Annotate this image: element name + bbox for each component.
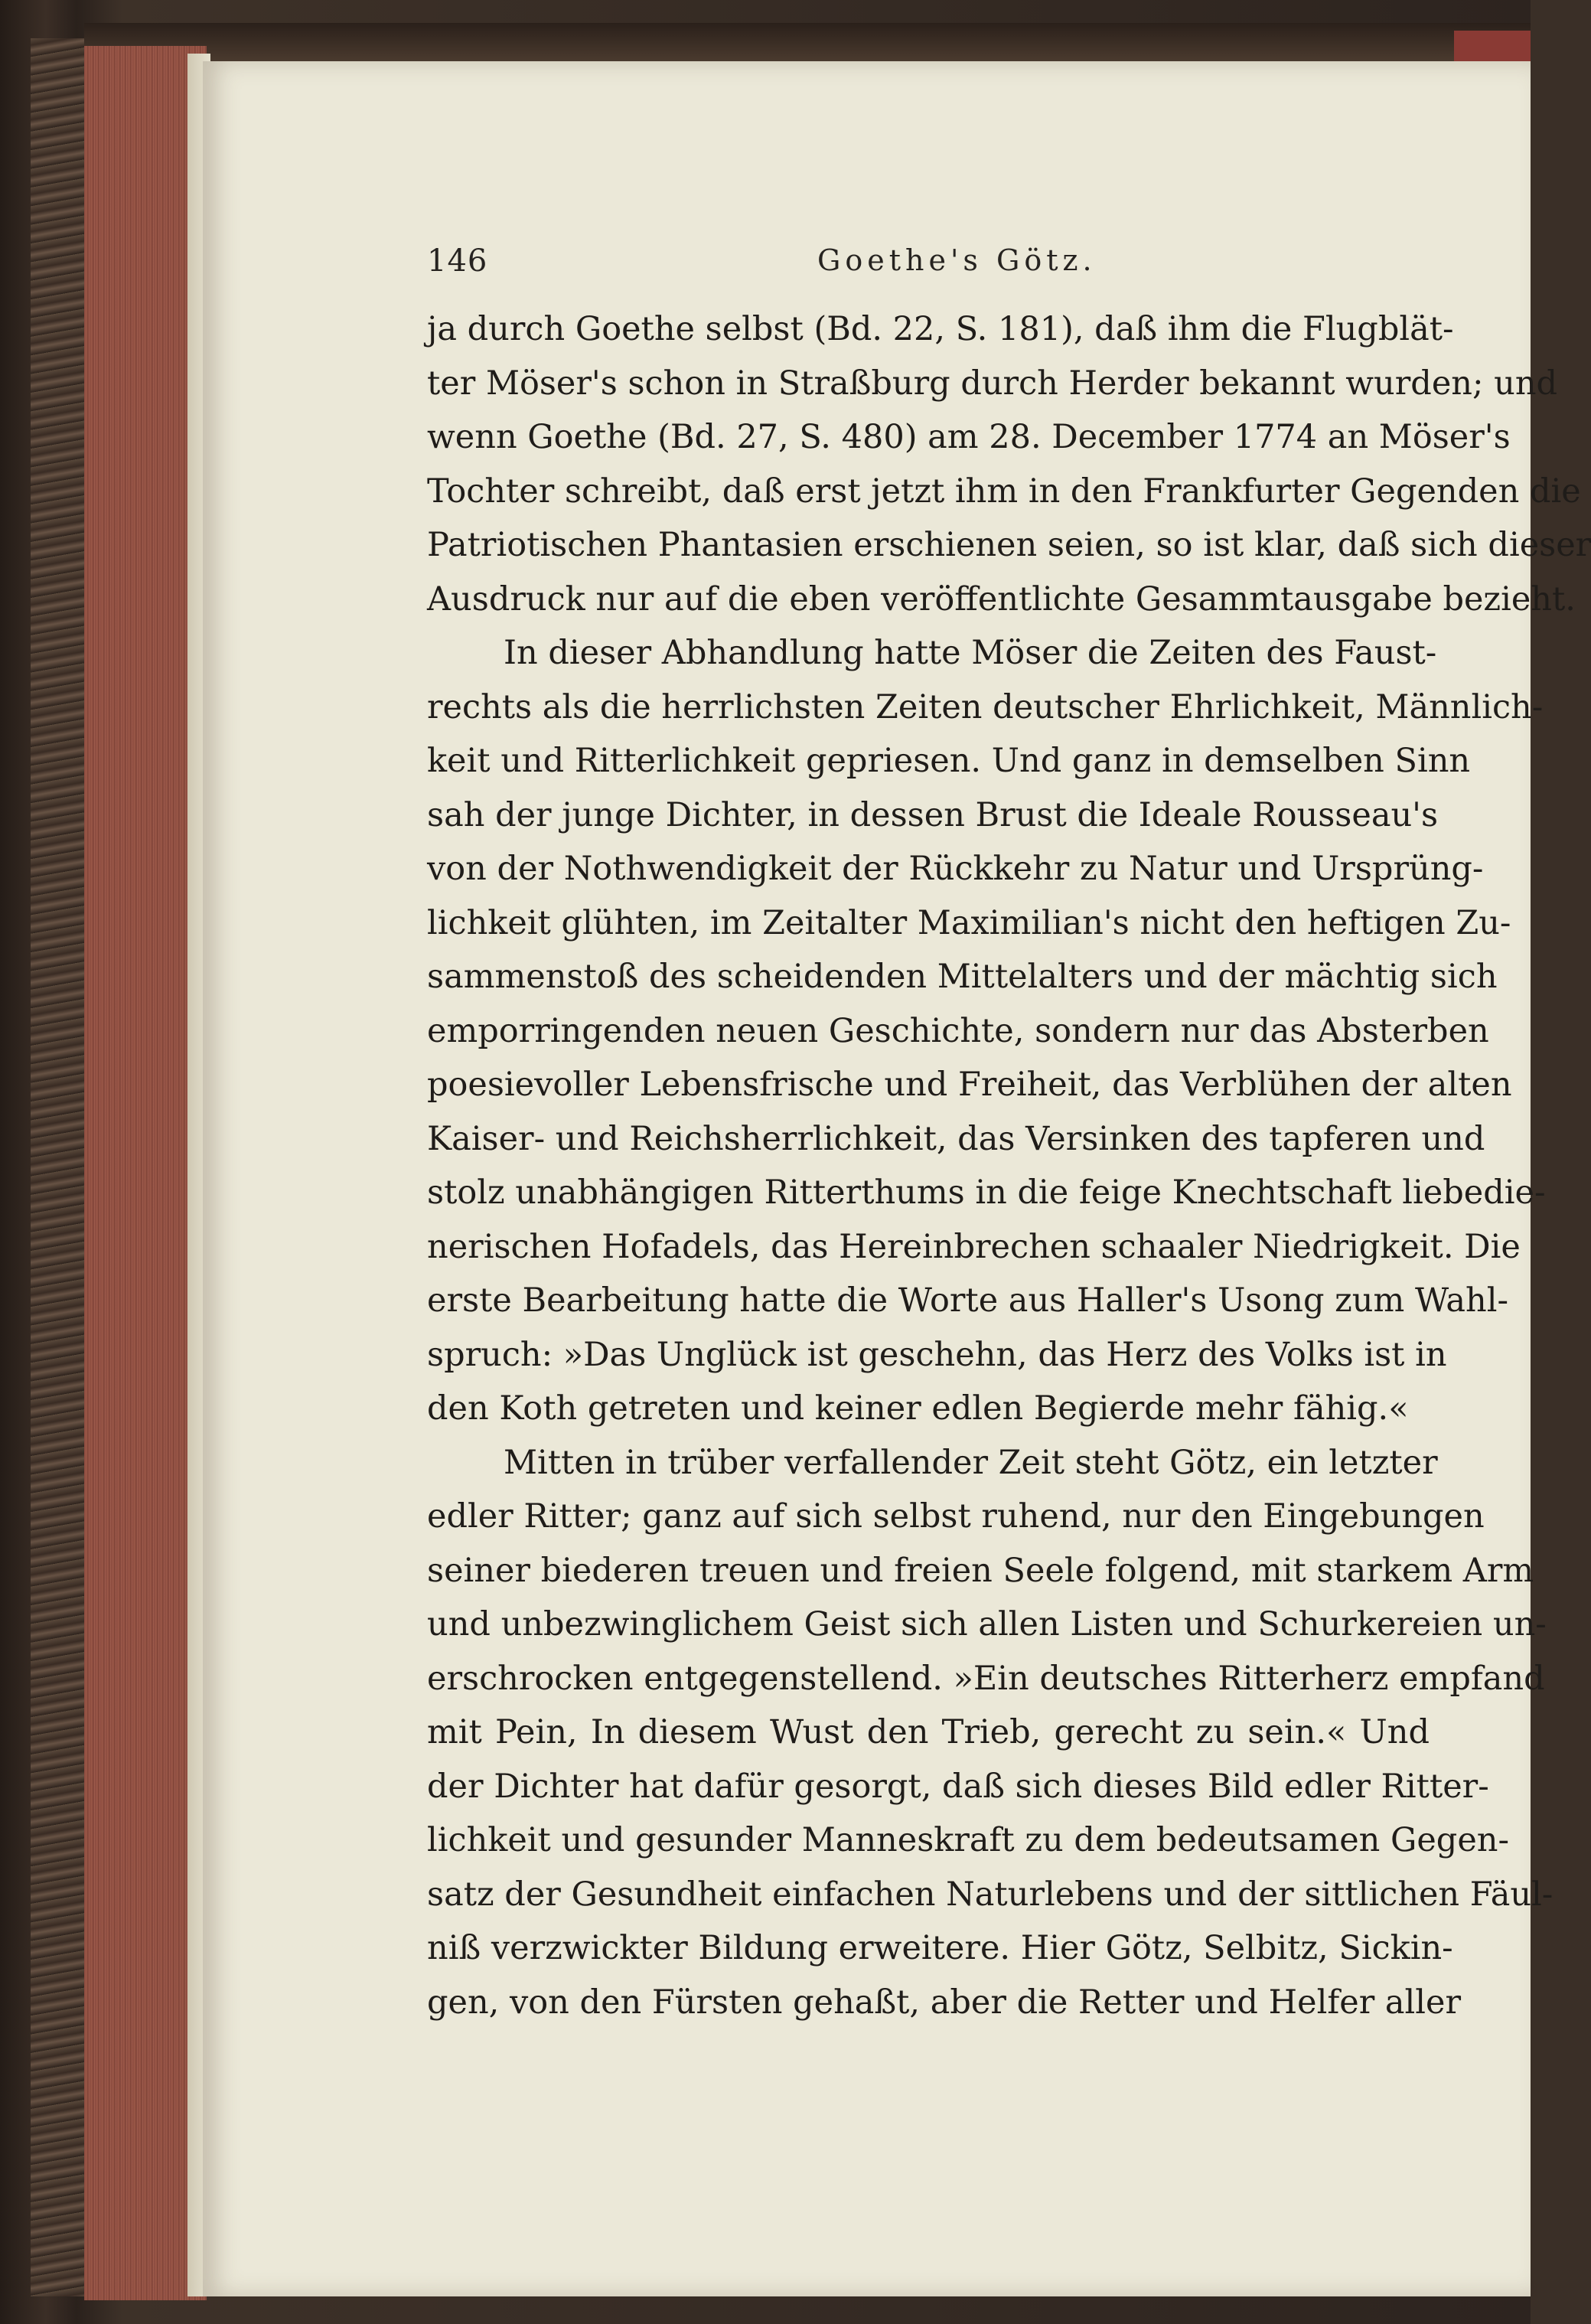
text-line: gen, von den Fürsten gehaßt, aber die Retter und Helfer aller: [427, 1983, 1462, 2022]
text-line: Tochter schreibt, daß erst jetzt ihm in den Frankfurter Gegenden die: [427, 472, 1581, 511]
text-line: von der Nothwendigkeit der Rückkehr zu Natur und Ursprüng-: [427, 850, 1484, 888]
text-line: der Dichter hat dafür gesorgt, daß sich dieses Bild edler Ritter-: [427, 1767, 1489, 1806]
text-line: lichkeit und gesunder Manneskraft zu dem bedeutsamen Gegen-: [427, 1821, 1510, 1859]
text-line: wenn Goethe (Bd. 27, S. 480) am 28. December 1774 an Möser's: [427, 418, 1511, 456]
text-line: rechts als die herrlichsten Zeiten deutscher Ehrlichkeit, Männlich-: [427, 687, 1544, 726]
text-line: sammenstoß des scheidenden Mittelalters und der mächtig sich: [427, 958, 1498, 996]
text-line: sah der junge Dichter, in dessen Brust die Ideale Rousseau's: [427, 795, 1439, 834]
text-line: seiner biederen treuen und freien Seele folgend, mit starkem Arm: [427, 1551, 1534, 1590]
text-line: ja durch Goethe selbst (Bd. 22, S. 181), daß ihm die Flugblät-: [427, 310, 1454, 348]
text-line: mit Pein, In diesem Wust den Trieb, gerecht zu sein.« Und: [427, 1713, 1430, 1751]
text-line: In dieser Abhandlung hatte Möser die Zeiten des Faust-: [504, 634, 1437, 672]
text-line: ter Möser's schon in Straßburg durch Herder bekannt wurden; und: [427, 364, 1558, 403]
text-line: satz der Gesundheit einfachen Naturlebens und der sittlichen Fäul-: [427, 1875, 1554, 1914]
text-line: stolz unabhängigen Ritterthums in die feige Knechtschaft liebedie-: [427, 1173, 1546, 1212]
text-line: Mitten in trüber verfallender Zeit steht Götz, ein letzter: [504, 1443, 1438, 1482]
text-line: erschrocken entgegenstellend. »Ein deutsches Ritterherz empfand: [427, 1659, 1545, 1698]
text-line: poesievoller Lebensfrische und Freiheit, das Verblühen der alten: [427, 1066, 1512, 1104]
text-line: Kaiser- und Reichsherrlichkeit, das Versinken des tapferen und: [427, 1119, 1485, 1158]
page-number: 146: [427, 243, 488, 279]
text-line: niß verzwickter Bildung erweitere. Hier Götz, Selbitz, Sickin-: [427, 1929, 1453, 1967]
text-line: nerischen Hofadels, das Hereinbrechen schaaler Niedrigkeit. Die: [427, 1227, 1521, 1266]
text-line: edler Ritter; ganz auf sich selbst ruhend, nur den Eingebungen: [427, 1497, 1485, 1536]
book-corner: [1454, 31, 1531, 61]
running-title: Goethe's Götz.: [817, 243, 1097, 277]
text-line: Patriotischen Phantasien erschienen seien, so ist klar, daß sich dieser: [427, 526, 1591, 564]
text-line: und unbezwinglichem Geist sich allen Listen und Schurkereien un-: [427, 1605, 1547, 1643]
text-line: spruch: »Das Unglück ist geschehn, das Herz des Volks ist in: [427, 1335, 1447, 1374]
page-header: [427, 243, 1422, 286]
text-line: Ausdruck nur auf die eben veröffentlichte Gesammtausgabe bezieht.: [427, 579, 1576, 619]
text-line: lichkeit glühten, im Zeitalter Maximilian's nicht den heftigen Zu-: [427, 903, 1511, 942]
text-line: keit und Ritterlichkeit gepriesen. Und ganz in demselben Sinn: [427, 742, 1471, 780]
text-line: erste Bearbeitung hatte die Worte aus Haller's Usong zum Wahl-: [427, 1281, 1509, 1320]
body-text: [427, 302, 1591, 2029]
text-line: den Koth getreten und keiner edlen Begierde mehr fähig.«: [427, 1389, 1409, 1428]
marbled-edge: [31, 38, 84, 2296]
text-line: emporringenden neuen Geschichte, sondern nur das Absterben: [427, 1011, 1489, 1050]
book-top-rim: [84, 23, 1531, 61]
